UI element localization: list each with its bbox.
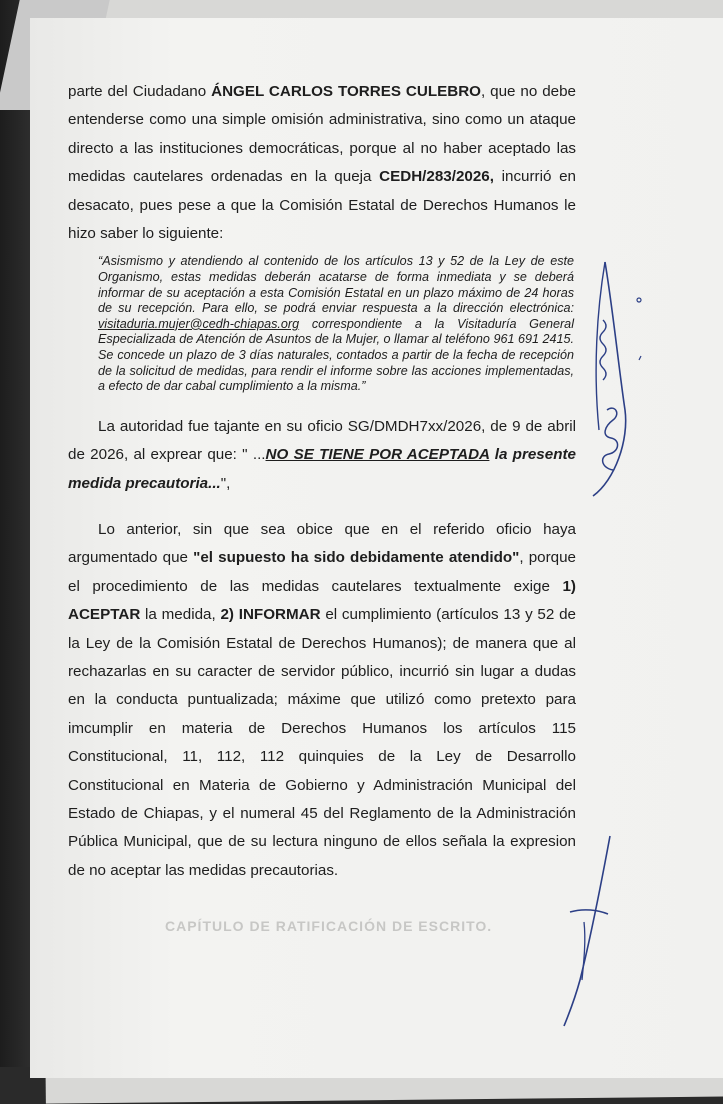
requirement-accept: 1) ACEPTAR <box>68 577 576 624</box>
signature-stroke <box>639 356 641 360</box>
handwritten-signature-mark <box>585 250 665 500</box>
signature-stroke <box>596 262 605 430</box>
pen-stroke <box>570 910 608 914</box>
document-body <box>68 78 576 885</box>
citizen-name: ÁNGEL CARLOS TORRES CULEBRO <box>211 83 481 100</box>
pen-stroke <box>564 836 610 1026</box>
requirement-inform: 2) INFORMAR <box>220 606 321 624</box>
signature-stroke <box>603 408 618 470</box>
paragraph-2: La autoridad fue tajante en su oficio SG/DMDH7xx/2026, de 9 de abril de 2026, al exprear que: " ...NO SE TIENE POR ACEPTADA la presente medida precautoria...", <box>68 417 576 492</box>
argued-quote: "el supuesto ha sido debidamente atendido" <box>193 549 520 567</box>
quoted-notice: “Asismismo y atendiendo al contenido de los artículos 13 y 52 de la Ley de este Organismo, estas medidas deberán acatarse de forma inmediata y se deberá informar de su aceptación a esta Comisión Estatal en un plazo máximo de 24 horas de su recepción. Para ello, se podrá enviar respuesta a la dirección electrónica: visitaduria.mujer@cedh-chiapas.org correspondiente a la Visitaduría General Especializada de Atención de Asuntos de la Mujer, o llamar al teléfono 961 691 2415. Se concede un plazo de 3 días naturales, contados a partir de la fecha de recepción de la solicitud de medidas, para rendir el informe sobre las acciones implementadas, a efecto de dar cabal cumplimiento a la misma.” <box>98 254 574 394</box>
paragraph-1: parte del Ciudadano ÁNGEL CARLOS TORRES CULEBRO, que no debe entenderse como una simple omisión administrativa, sino como un ataque directo a las instituciones democráticas, porque al no haber aceptado las medidas cautelares ordenadas en la queja CEDH/283/2026, incurrió en desacato, pues pese a que la Comisión Estatal de Derechos Humanos le hizo saber lo siguiente: <box>68 83 576 243</box>
paragraph-3: Lo anterior, sin que sea obice que en el referido oficio haya argumentado que "el supuesto ha sido debidamente atendido", porque el procedimiento de las medidas cautelares textualmente exige 1) ACEPTAR la medida, 2) INFORMAR el cumplimiento (artículos 13 y 52 de la Ley de la Comisión Estatal de Derechos Humanos); de manera que al rechazarlas en su caracter de servidor público, incurrió sin lugar a dudas en la conducta puntualizada; máxime que utilizó como pretexto para imcumplir en materia de Derechos Humanos los artículos 115 Constitucional, 11, 112, 112 quinquies de la Ley de Desarrollo Constitucional en Materia de Gobierno y Administración Municipal del Estado de Chiapas, y el numeral 45 del Reglamento de la Administración Pública Municipal, que de su lectura ninguno de ellos señala la expresion de no aceptar las medidas precautorias. <box>68 521 576 879</box>
case-number: CEDH/283/2026, <box>379 168 494 186</box>
paragraph-gap <box>68 498 576 516</box>
handwritten-pen-line <box>560 830 630 1030</box>
bleed-through-heading: CAPÍTULO DE RATIFICACIÓN DE ESCRITO. <box>165 918 493 934</box>
not-accepted-emphasis: NO SE TIENE POR ACEPTADA <box>265 446 490 464</box>
signature-dot <box>637 298 641 302</box>
signature-stroke <box>600 320 606 380</box>
signature-stroke <box>593 262 626 496</box>
email-address: visitaduria.mujer@cedh-chiapas.org <box>98 316 300 331</box>
pen-stroke <box>582 922 585 980</box>
